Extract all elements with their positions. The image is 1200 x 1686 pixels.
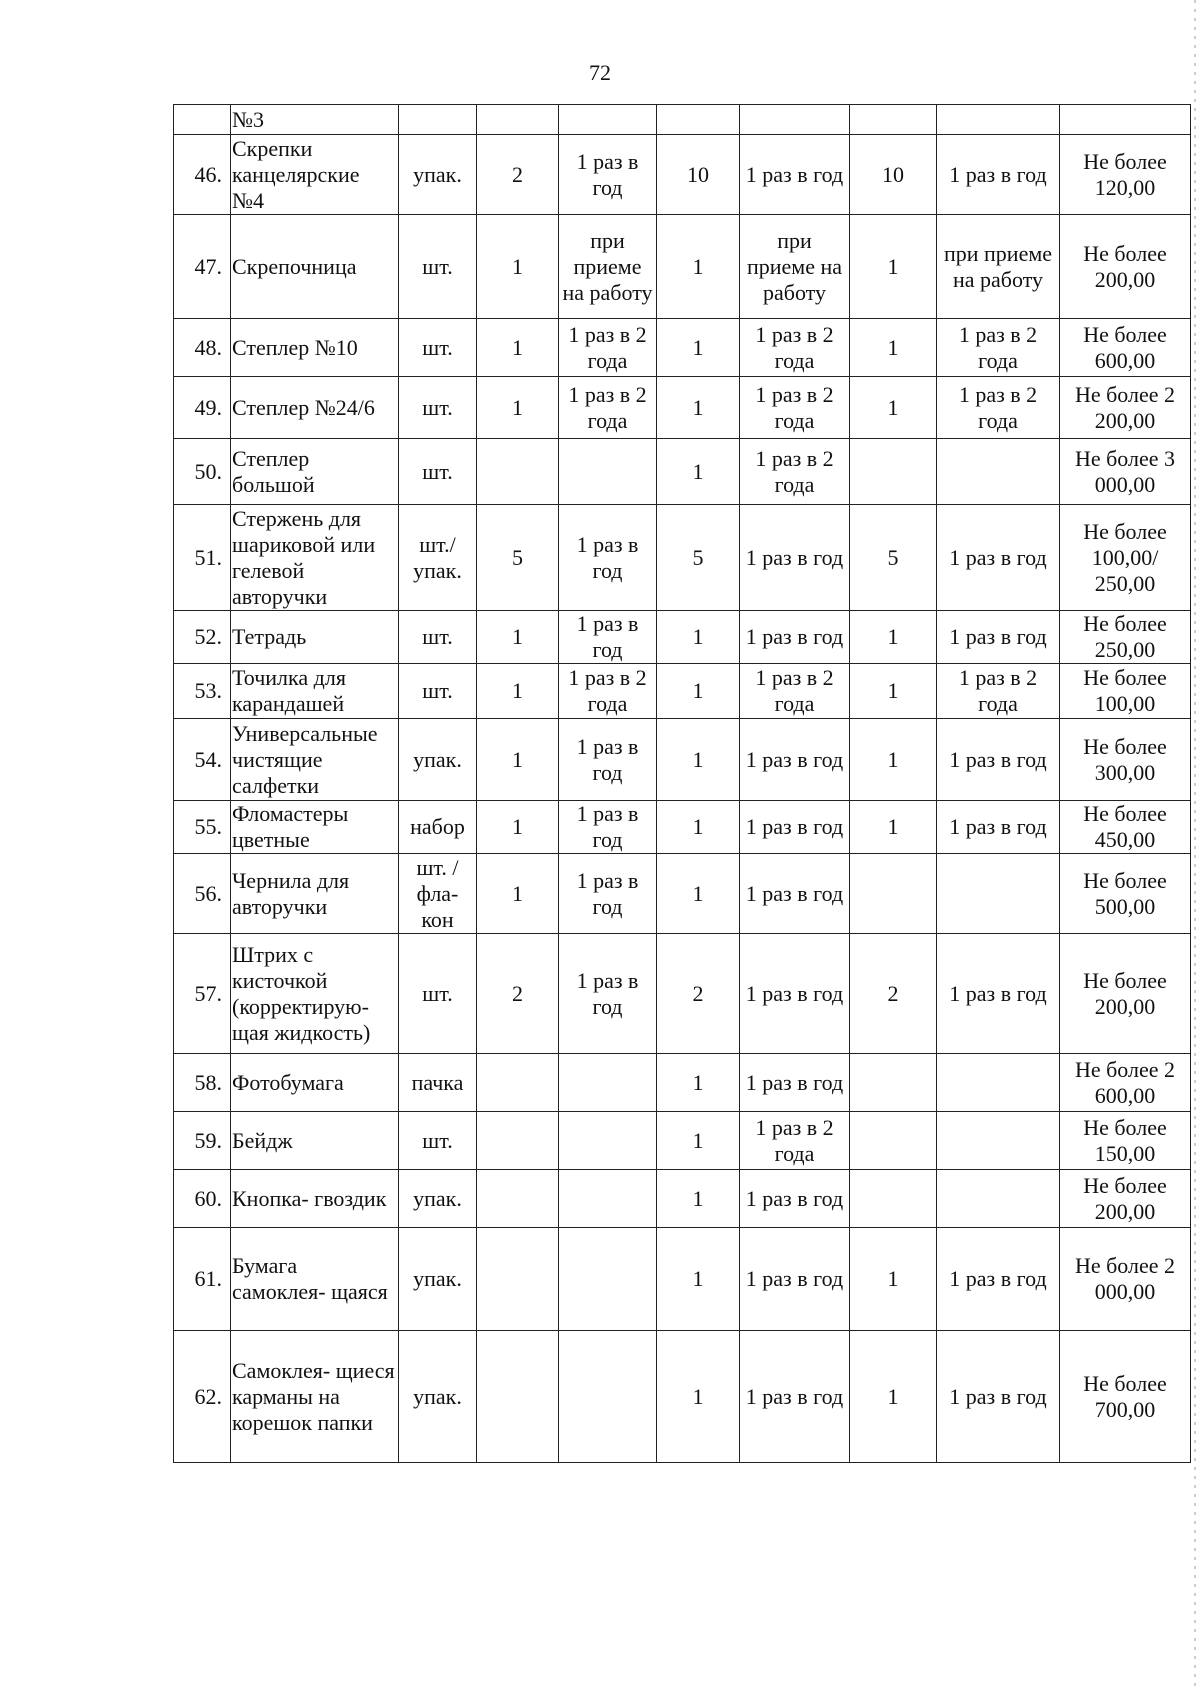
quantity-1-cell	[477, 105, 559, 135]
price-cell: Не более 100,00/ 250,00	[1060, 505, 1191, 611]
quantity-2-cell: 1	[657, 719, 740, 801]
quantity-1-cell	[477, 1170, 559, 1228]
item-name: №3	[231, 105, 399, 135]
period-2-cell: 1 раз в год	[740, 934, 850, 1054]
period-1-cell: 1 раз в год	[559, 611, 657, 664]
period-3-cell: 1 раз в год	[937, 801, 1060, 854]
row-number: 46.	[174, 135, 231, 215]
table-row	[174, 215, 1191, 319]
quantity-3-cell: 1	[850, 801, 937, 854]
row-number: 62.	[174, 1331, 231, 1463]
unit-cell: упак.	[399, 1331, 477, 1463]
price-cell: Не более 2 000,00	[1060, 1228, 1191, 1331]
item-name: Стержень для шариковой или гелевой авторучки	[231, 505, 399, 611]
quantity-3-cell: 1	[850, 611, 937, 664]
quantity-2-cell: 1	[657, 215, 740, 319]
quantity-3-cell	[850, 105, 937, 135]
item-name: Скрепки канцелярские №4	[231, 135, 399, 215]
unit-cell: шт.	[399, 1112, 477, 1170]
period-2-cell: 1 раз в 2 года	[740, 377, 850, 439]
quantity-1-cell: 2	[477, 135, 559, 215]
quantity-1-cell	[477, 1228, 559, 1331]
period-3-cell: 1 раз в год	[937, 719, 1060, 801]
price-cell: Не более 500,00	[1060, 854, 1191, 934]
quantity-2-cell: 1	[657, 1170, 740, 1228]
table-row	[174, 1331, 1191, 1463]
table-row	[174, 1112, 1191, 1170]
period-1-cell: 1 раз в год	[559, 505, 657, 611]
quantity-3-cell: 1	[850, 215, 937, 319]
unit-cell: шт./ упак.	[399, 505, 477, 611]
item-name: Степлер №24/6	[231, 377, 399, 439]
period-1-cell: 1 раз в год	[559, 801, 657, 854]
period-2-cell: при приеме на работу	[740, 215, 850, 319]
quantity-2-cell: 1	[657, 377, 740, 439]
table-row	[174, 505, 1191, 611]
period-3-cell: 1 раз в 2 года	[937, 664, 1060, 719]
row-number: 52.	[174, 611, 231, 664]
quantity-3-cell: 10	[850, 135, 937, 215]
period-3-cell: 1 раз в год	[937, 135, 1060, 215]
row-number: 50.	[174, 439, 231, 505]
period-3-cell: 1 раз в год	[937, 505, 1060, 611]
quantity-1-cell: 1	[477, 611, 559, 664]
period-1-cell	[559, 1054, 657, 1112]
quantity-1-cell: 1	[477, 377, 559, 439]
unit-cell: шт. / фла- кон	[399, 854, 477, 934]
period-1-cell: 1 раз в 2 года	[559, 664, 657, 719]
price-cell: Не более 3 000,00	[1060, 439, 1191, 505]
quantity-3-cell: 1	[850, 1331, 937, 1463]
unit-cell: шт.	[399, 439, 477, 505]
row-number: 55.	[174, 801, 231, 854]
period-1-cell	[559, 1170, 657, 1228]
item-name: Точилка для карандашей	[231, 664, 399, 719]
quantity-3-cell: 5	[850, 505, 937, 611]
row-number: 54.	[174, 719, 231, 801]
period-3-cell: 1 раз в год	[937, 1331, 1060, 1463]
quantity-1-cell	[477, 439, 559, 505]
period-2-cell: 1 раз в год	[740, 719, 850, 801]
quantity-1-cell: 5	[477, 505, 559, 611]
quantity-1-cell: 1	[477, 215, 559, 319]
item-name: Самоклея- щиеся карманы на корешок папки	[231, 1331, 399, 1463]
quantity-3-cell	[850, 854, 937, 934]
period-2-cell: 1 раз в год	[740, 505, 850, 611]
quantity-1-cell: 1	[477, 319, 559, 377]
unit-cell: набор	[399, 801, 477, 854]
quantity-2-cell: 1	[657, 1112, 740, 1170]
price-cell: Не более 150,00	[1060, 1112, 1191, 1170]
unit-cell: шт.	[399, 377, 477, 439]
quantity-1-cell	[477, 1331, 559, 1463]
quantity-3-cell: 1	[850, 719, 937, 801]
item-name: Бейдж	[231, 1112, 399, 1170]
table-row	[174, 1054, 1191, 1112]
quantity-1-cell	[477, 1054, 559, 1112]
period-3-cell	[937, 1054, 1060, 1112]
table-row	[174, 854, 1191, 934]
unit-cell	[399, 105, 477, 135]
price-cell: Не более 300,00	[1060, 719, 1191, 801]
table-row	[174, 105, 1191, 135]
quantity-2-cell: 1	[657, 1331, 740, 1463]
scan-edge-artifact	[1194, 0, 1196, 1686]
unit-cell: упак.	[399, 1170, 477, 1228]
quantity-2-cell: 1	[657, 1054, 740, 1112]
period-2-cell: 1 раз в год	[740, 1228, 850, 1331]
period-1-cell: при приеме на работу	[559, 215, 657, 319]
quantity-2-cell	[657, 105, 740, 135]
price-cell: Не более 200,00	[1060, 934, 1191, 1054]
period-2-cell: 1 раз в 2 года	[740, 664, 850, 719]
price-cell: Не более 2 600,00	[1060, 1054, 1191, 1112]
item-name: Степлер №10	[231, 319, 399, 377]
period-3-cell: 1 раз в год	[937, 934, 1060, 1054]
quantity-1-cell: 1	[477, 664, 559, 719]
period-3-cell: 1 раз в год	[937, 611, 1060, 664]
unit-cell: упак.	[399, 719, 477, 801]
item-name: Кнопка- гвоздик	[231, 1170, 399, 1228]
period-2-cell: 1 раз в 2 года	[740, 439, 850, 505]
period-1-cell	[559, 439, 657, 505]
period-1-cell	[559, 1228, 657, 1331]
table-row	[174, 611, 1191, 664]
quantity-2-cell: 1	[657, 319, 740, 377]
quantity-3-cell: 2	[850, 934, 937, 1054]
quantity-2-cell: 1	[657, 1228, 740, 1331]
quantity-3-cell	[850, 1054, 937, 1112]
quantity-3-cell: 1	[850, 377, 937, 439]
period-3-cell: 1 раз в 2 года	[937, 319, 1060, 377]
unit-cell: шт.	[399, 664, 477, 719]
quantity-3-cell: 1	[850, 319, 937, 377]
table-row	[174, 439, 1191, 505]
unit-cell: шт.	[399, 319, 477, 377]
table-row	[174, 135, 1191, 215]
period-3-cell	[937, 105, 1060, 135]
unit-cell: шт.	[399, 611, 477, 664]
table-row	[174, 801, 1191, 854]
period-1-cell	[559, 1112, 657, 1170]
price-cell: Не более 200,00	[1060, 1170, 1191, 1228]
quantity-2-cell: 5	[657, 505, 740, 611]
period-2-cell: 1 раз в год	[740, 1170, 850, 1228]
period-2-cell	[740, 105, 850, 135]
quantity-1-cell: 1	[477, 719, 559, 801]
period-1-cell: 1 раз в год	[559, 934, 657, 1054]
item-name: Тетрадь	[231, 611, 399, 664]
unit-cell: шт.	[399, 934, 477, 1054]
period-2-cell: 1 раз в 2 года	[740, 319, 850, 377]
quantity-2-cell: 1	[657, 439, 740, 505]
row-number: 59.	[174, 1112, 231, 1170]
table-row	[174, 664, 1191, 719]
period-1-cell: 1 раз в 2 года	[559, 377, 657, 439]
quantity-1-cell: 1	[477, 801, 559, 854]
period-3-cell	[937, 1170, 1060, 1228]
period-2-cell: 1 раз в год	[740, 1331, 850, 1463]
quantity-1-cell: 2	[477, 934, 559, 1054]
unit-cell: шт.	[399, 215, 477, 319]
row-number	[174, 105, 231, 135]
item-name: Бумага самоклея- щаяся	[231, 1228, 399, 1331]
table-row	[174, 719, 1191, 801]
period-2-cell: 1 раз в год	[740, 1054, 850, 1112]
item-name: Скрепочница	[231, 215, 399, 319]
price-cell: Не более 100,00	[1060, 664, 1191, 719]
unit-cell: упак.	[399, 135, 477, 215]
period-3-cell	[937, 439, 1060, 505]
unit-cell: упак.	[399, 1228, 477, 1331]
period-1-cell	[559, 1331, 657, 1463]
table-row	[174, 1228, 1191, 1331]
period-1-cell: 1 раз в год	[559, 719, 657, 801]
quantity-2-cell: 10	[657, 135, 740, 215]
row-number: 51.	[174, 505, 231, 611]
item-name: Штрих с кисточкой (корректирую- щая жидкость)	[231, 934, 399, 1054]
row-number: 57.	[174, 934, 231, 1054]
quantity-2-cell: 1	[657, 854, 740, 934]
period-3-cell: 1 раз в 2 года	[937, 377, 1060, 439]
table-row	[174, 319, 1191, 377]
quantity-3-cell: 1	[850, 1228, 937, 1331]
table-row	[174, 377, 1191, 439]
quantity-2-cell: 1	[657, 664, 740, 719]
row-number: 60.	[174, 1170, 231, 1228]
period-1-cell: 1 раз в год	[559, 135, 657, 215]
table-body	[174, 105, 1191, 1463]
period-2-cell: 1 раз в год	[740, 135, 850, 215]
price-cell: Не более 120,00	[1060, 135, 1191, 215]
period-2-cell: 1 раз в год	[740, 611, 850, 664]
row-number: 47.	[174, 215, 231, 319]
item-name: Степлер большой	[231, 439, 399, 505]
period-2-cell: 1 раз в 2 года	[740, 1112, 850, 1170]
price-cell	[1060, 105, 1191, 135]
quantity-1-cell	[477, 1112, 559, 1170]
price-cell: Не более 450,00	[1060, 801, 1191, 854]
row-number: 56.	[174, 854, 231, 934]
row-number: 58.	[174, 1054, 231, 1112]
unit-cell: пачка	[399, 1054, 477, 1112]
table-row	[174, 1170, 1191, 1228]
row-number: 61.	[174, 1228, 231, 1331]
quantity-1-cell: 1	[477, 854, 559, 934]
row-number: 49.	[174, 377, 231, 439]
price-cell: Не более 2 200,00	[1060, 377, 1191, 439]
quantity-3-cell	[850, 439, 937, 505]
supply-norms-table	[173, 104, 1191, 1463]
item-name: Чернила для авторучки	[231, 854, 399, 934]
period-2-cell: 1 раз в год	[740, 854, 850, 934]
item-name: Фломастеры цветные	[231, 801, 399, 854]
period-3-cell: при приеме на работу	[937, 215, 1060, 319]
quantity-2-cell: 2	[657, 934, 740, 1054]
item-name: Фотобумага	[231, 1054, 399, 1112]
price-cell: Не более 200,00	[1060, 215, 1191, 319]
quantity-2-cell: 1	[657, 801, 740, 854]
price-cell: Не более 250,00	[1060, 611, 1191, 664]
quantity-3-cell: 1	[850, 664, 937, 719]
price-cell: Не более 700,00	[1060, 1331, 1191, 1463]
row-number: 48.	[174, 319, 231, 377]
table-row	[174, 934, 1191, 1054]
period-3-cell	[937, 1112, 1060, 1170]
period-1-cell: 1 раз в 2 года	[559, 319, 657, 377]
item-name: Универсальные чистящие салфетки	[231, 719, 399, 801]
quantity-2-cell: 1	[657, 611, 740, 664]
price-cell: Не более 600,00	[1060, 319, 1191, 377]
row-number: 53.	[174, 664, 231, 719]
period-3-cell: 1 раз в год	[937, 1228, 1060, 1331]
period-2-cell: 1 раз в год	[740, 801, 850, 854]
period-3-cell	[937, 854, 1060, 934]
period-1-cell: 1 раз в год	[559, 854, 657, 934]
quantity-3-cell	[850, 1112, 937, 1170]
quantity-3-cell	[850, 1170, 937, 1228]
page-number: 72	[589, 60, 611, 85]
period-1-cell	[559, 105, 657, 135]
